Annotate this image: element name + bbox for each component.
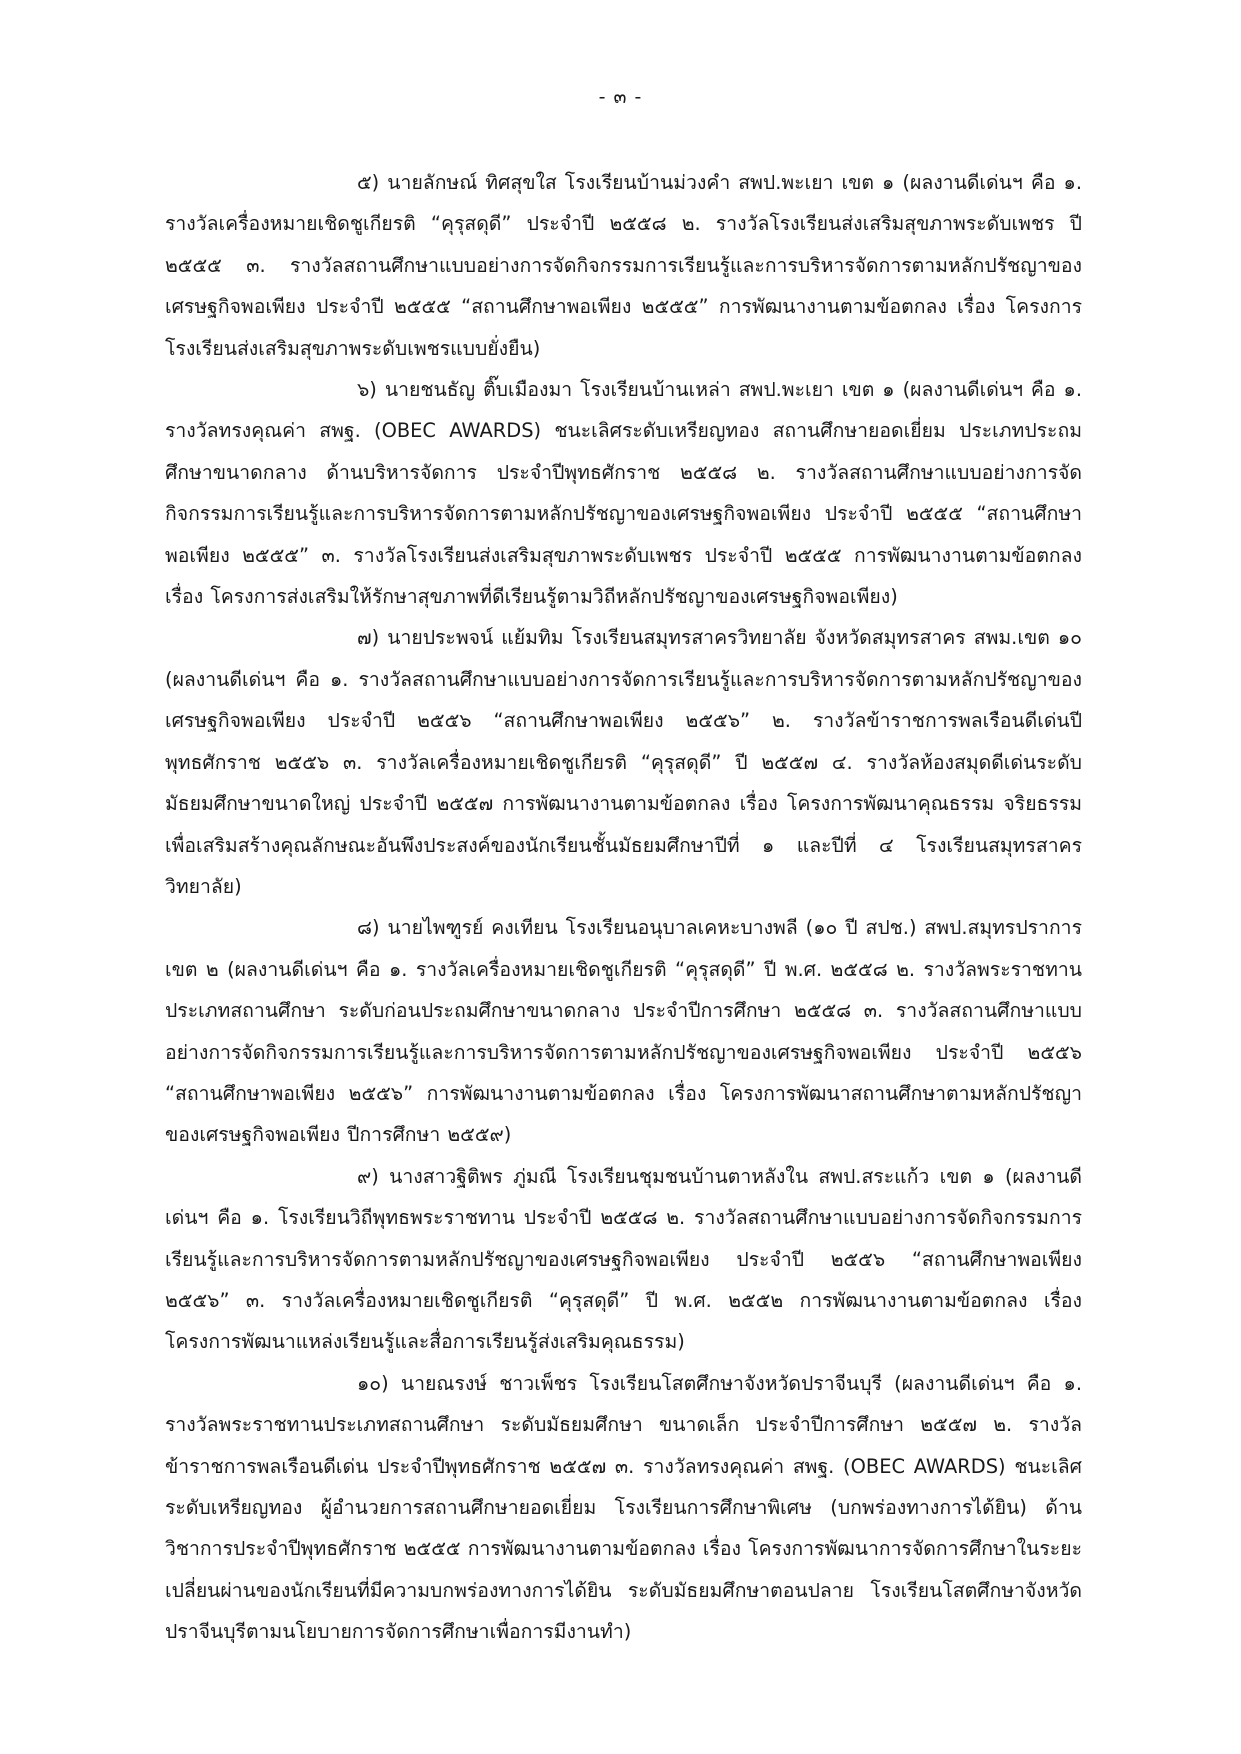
document-body [165, 162, 1082, 1653]
list-item-10: ๑๐) นายณรงษ์ ชาวเพ็ชร โรงเรียนโสตศึกษาจังหวัดปราจีนบุรี (ผลงานดีเด่นฯ คือ ๑. รางวัลพระราชทานประเภทสถานศึกษา ระดับมัธยมศึกษา ขนาดเล็ก ประจำปีการศึกษา ๒๕๕๗ ๒. รางวัลข้าราชการพลเรือนดีเด่น ประจำปีพุทธศักราช ๒๕๕๗ ๓. รางวัลทรงคุณค่า สพฐ. (OBEC AWARDS) ชนะเลิศระดับเหรียญทอง ผู้อำนวยการสถานศึกษายอดเยี่ยม โรงเรียนการศึกษาพิเศษ (บกพร่องทางการได้ยิน) ด้านวิชาการประจำปีพุทธศักราช ๒๕๕๕ การพัฒนางานตามข้อตกลง เรื่อง โครงการพัฒนาการจัดการศึกษาในระยะเปลี่ยนผ่านของนักเรียนที่มีความบกพร่องทางการได้ยิน ระดับมัธยมศึกษาตอนปลาย โรงเรียนโสตศึกษาจังหวัดปราจีนบุรีตามนโยบายการจัดการศึกษาเพื่อการมีงานทำ) [165, 1371, 1082, 1644]
list-item-5: ๕) นายลักษณ์ ทิศสุขใส โรงเรียนบ้านม่วงคำ สพป.พะเยา เขต ๑ (ผลงานดีเด่นฯ คือ ๑. รางวัลเครื่องหมายเชิดชูเกียรติ “คุรุสดุดี” ประจำปี ๒๕๕๘ ๒. รางวัลโรงเรียนส่งเสริมสุขภาพระดับเพชร ปี ๒๕๕๕ ๓. รางวัลสถานศึกษาแบบอย่างการจัดกิจกรรมการเรียนรู้และการบริหารจัดการตามหลักปรัชญาของเศรษฐกิจพอเพียง ประจำปี ๒๕๕๕ “สถานศึกษาพอเพียง ๒๕๕๕” การพัฒนางานตามข้อตกลง เรื่อง โครงการโรงเรียนส่งเสริมสุขภาพระดับเพชรแบบยั่งยืน) [165, 171, 1082, 360]
page-number: - ๓ - [598, 86, 643, 108]
list-item-9: ๙) นางสาวฐิติพร ภู่มณี โรงเรียนชุมชนบ้านตาหลังใน สพป.สระแก้ว เขต ๑ (ผลงานดีเด่นฯ คือ ๑. โรงเรียนวิถีพุทธพระราชทาน ประจำปี ๒๕๕๘ ๒. รางวัลสถานศึกษาแบบอย่างการจัดกิจกรรมการเรียนรู้และการบริหารจัดการตามหลักปรัชญาของเศรษฐกิจพอเพียง ประจำปี ๒๕๕๖ “สถานศึกษาพอเพียง ๒๕๕๖” ๓. รางวัลเครื่องหมายเชิดชูเกียรติ “คุรุสดุดี” ปี พ.ศ. ๒๕๕๒ การพัฒนางานตามข้อตกลง เรื่อง โครงการพัฒนาแหล่งเรียนรู้และสื่อการเรียนรู้ส่งเสริมคุณธรรม) [165, 1164, 1082, 1354]
list-item-6: ๖) นายชนธัญ ติ๊บเมืองมา โรงเรียนบ้านเหล่า สพป.พะเยา เขต ๑ (ผลงานดีเด่นฯ คือ ๑. รางวัลทรงคุณค่า สพฐ. (OBEC AWARDS) ชนะเลิศระดับเหรียญทอง สถานศึกษายอดเยี่ยม ประเภทประถมศึกษาขนาดกลาง ด้านบริหารจัดการ ประจำปีพุทธศักราช ๒๕๕๘ ๒. รางวัลสถานศึกษาแบบอย่างการจัดกิจกรรมการเรียนรู้และการบริหารจัดการตามหลักปรัชญาของเศรษฐกิจพอเพียง ประจำปี ๒๕๕๕ “สถานศึกษาพอเพียง ๒๕๕๕” ๓. รางวัลโรงเรียนส่งเสริมสุขภาพระดับเพชร ประจำปี ๒๕๕๕ การพัฒนางานตามข้อตกลง เรื่อง โครงการส่งเสริมให้รักษาสุขภาพที่ดีเรียนรู้ตามวิถีหลักปรัชญาของเศรษฐกิจพอเพียง) [165, 378, 1082, 609]
list-item-8: ๘) นายไพฑูรย์ คงเทียน โรงเรียนอนุบาลเคหะบางพลี (๑๐ ปี สปช.) สพป.สมุทรปราการ เขต ๒ (ผลงานดีเด่นฯ คือ ๑. รางวัลเครื่องหมายเชิดชูเกียรติ “คุรุสดุดี” ปี พ.ศ. ๒๕๕๘ ๒. รางวัลพระราชทานประเภทสถานศึกษา ระดับก่อนประถมศึกษาขนาดกลาง ประจำปีการศึกษา ๒๕๕๘ ๓. รางวัลสถานศึกษาแบบอย่างการจัดกิจกรรมการเรียนรู้และการบริหารจัดการตามหลักปรัชญาของเศรษฐกิจพอเพียง ประจำปี ๒๕๕๖ “สถานศึกษาพอเพียง ๒๕๕๖” การพัฒนางานตามข้อตกลง เรื่อง โครงการพัฒนาสถานศึกษาตามหลักปรัชญาของเศรษฐกิจพอเพียง ปีการศึกษา ๒๕๕๙) [165, 916, 1082, 1147]
list-item-7: ๗) นายประพจน์ แย้มทิม โรงเรียนสมุทรสาครวิทยาลัย จังหวัดสมุทรสาคร สพม.เขต ๑๐ (ผลงานดีเด่นฯ คือ ๑. รางวัลสถานศึกษาแบบอย่างการจัดการเรียนรู้และการบริหารจัดการตามหลักปรัชญาของเศรษฐกิจพอเพียง ประจำปี ๒๕๕๖ “สถานศึกษาพอเพียง ๒๕๕๖” ๒. รางวัลข้าราชการพลเรือนดีเด่นปีพุทธศักราช ๒๕๕๖ ๓. รางวัลเครื่องหมายเชิดชูเกียรติ “คุรุสดุดี” ปี ๒๕๕๗ ๔. รางวัลห้องสมุดดีเด่นระดับมัธยมศึกษาขนาดใหญ่ ประจำปี ๒๕๕๗ การพัฒนางานตามข้อตกลง เรื่อง โครงการพัฒนาคุณธรรม จริยธรรม เพื่อเสริมสร้างคุณลักษณะอันพึงประสงค์ของนักเรียนชั้นมัธยมศึกษาปีที่ ๑ และปีที่ ๔ โรงเรียนสมุทรสาครวิทยาลัย) [165, 626, 1082, 898]
